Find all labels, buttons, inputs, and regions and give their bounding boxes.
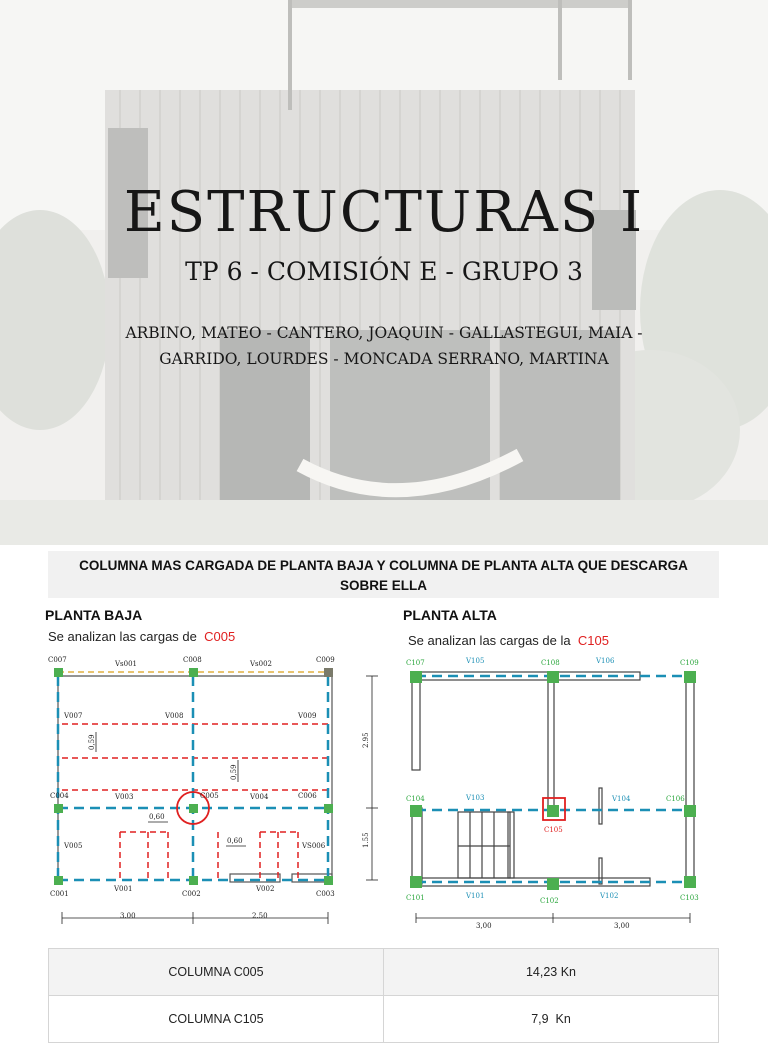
section-banner <box>48 551 719 598</box>
slab-lines <box>62 724 328 878</box>
planta-alta-note-column: C105 <box>577 633 609 648</box>
label-v105: V105 <box>466 657 485 665</box>
column-c003 <box>324 876 333 885</box>
label-c009: C009 <box>316 656 335 664</box>
label-c003: C003 <box>316 890 335 898</box>
planta-alta-note <box>408 633 609 648</box>
beam-lines-alta <box>416 676 690 882</box>
result-value: 14,23 Kn <box>384 949 719 996</box>
result-value: 7,9 Kn <box>384 996 719 1043</box>
label-v106: V106 <box>596 657 615 665</box>
column-c002 <box>189 876 198 885</box>
label-c008: C008 <box>183 656 202 664</box>
authors-line-2: GARRIDO, LOURDES - MONCADA SERRANO, MARTINA <box>159 350 609 368</box>
label-c107: C107 <box>406 659 425 667</box>
label-c001: C001 <box>50 890 69 898</box>
dim-060-b: 0,60 <box>227 837 243 845</box>
label-c101: C101 <box>406 894 425 902</box>
dim-300-b: 3,00 <box>614 922 630 930</box>
label-vs002: Vs002 <box>250 660 273 668</box>
label-c103: C103 <box>680 894 699 902</box>
planta-baja-heading: PLANTA BAJA <box>45 607 143 623</box>
banner-line-2: SOBRE ELLA <box>339 578 427 593</box>
column-c009 <box>324 668 333 677</box>
beam-lines <box>58 676 328 880</box>
table-row <box>49 996 719 1043</box>
label-c006: C006 <box>298 792 317 800</box>
column-c103 <box>684 876 696 888</box>
label-v005: V005 <box>64 842 83 850</box>
column-c102 <box>547 878 559 890</box>
column-c106 <box>684 805 696 817</box>
dim-300-a: 3,00 <box>476 922 492 930</box>
result-label: COLUMNA C105 <box>49 996 384 1043</box>
planta-baja-plan <box>40 650 390 935</box>
cover-subtitle: TP 6 - COMISIÓN E - GRUPO 3 <box>185 257 583 286</box>
column-c004 <box>54 804 63 813</box>
dim-155: 1.55 <box>362 832 370 848</box>
label-c104: C104 <box>406 795 425 803</box>
planta-baja-note-text: Se analizan las cargas de <box>48 629 197 644</box>
results-table <box>48 948 719 1043</box>
label-c102: C102 <box>540 897 559 905</box>
column-c007 <box>54 668 63 677</box>
column-c104 <box>410 805 422 817</box>
label-v102: V102 <box>600 892 619 900</box>
label-v003: V003 <box>115 793 134 801</box>
column-c008 <box>189 668 198 677</box>
label-c105: C105 <box>544 826 563 834</box>
column-c108 <box>547 671 559 683</box>
label-c106: C106 <box>666 795 685 803</box>
planta-alta-heading: PLANTA ALTA <box>403 607 497 623</box>
table-row <box>49 949 719 996</box>
label-c002: C002 <box>182 890 201 898</box>
label-vs006: VS006 <box>302 842 326 850</box>
label-v007: V007 <box>64 712 83 720</box>
dim-295: 2.95 <box>362 732 370 748</box>
column-c107 <box>410 671 422 683</box>
column-c109 <box>684 671 696 683</box>
label-c108: C108 <box>541 659 560 667</box>
label-v104: V104 <box>612 795 631 803</box>
banner-line-1: COLUMNA MAS CARGADA DE PLANTA BAJA Y COLUMNA DE PLANTA ALTA QUE DESCARGA <box>79 558 688 573</box>
authors-line-1: ARBINO, MATEO - CANTERO, JOAQUIN - GALLASTEGUI, MAIA - <box>125 324 643 342</box>
column-c001 <box>54 876 63 885</box>
label-c007: C007 <box>48 656 67 664</box>
column-c101 <box>410 876 422 888</box>
cover-title: ESTRUCTURAS I <box>123 180 645 245</box>
label-v009: V009 <box>298 712 317 720</box>
dim-059-b: 0,59 <box>230 764 238 780</box>
label-vs001: Vs001 <box>115 660 138 668</box>
dim-300: 3.00 <box>120 912 136 920</box>
label-v001: V001 <box>114 885 133 893</box>
label-v004: V004 <box>250 793 269 801</box>
planta-alta-plan <box>400 650 710 935</box>
column-c105 <box>547 805 559 817</box>
planta-baja-note <box>48 629 235 644</box>
planta-baja-note-column: C005 <box>204 629 236 644</box>
label-v103: V103 <box>466 794 485 802</box>
label-c004: C004 <box>50 792 69 800</box>
label-c109: C109 <box>680 659 699 667</box>
label-v008: V008 <box>165 712 184 720</box>
cover-authors <box>0 320 768 372</box>
result-label: COLUMNA C005 <box>49 949 384 996</box>
dim-060-a: 0,60 <box>149 813 165 821</box>
column-c005 <box>189 804 198 813</box>
dim-059-a: 0,59 <box>88 734 96 750</box>
column-c006 <box>324 804 333 813</box>
label-c005: C005 <box>200 792 219 800</box>
planta-alta-note-text: Se analizan las cargas de la <box>408 633 571 648</box>
label-v101: V101 <box>466 892 485 900</box>
label-v002: V002 <box>256 885 275 893</box>
dim-250: 2.50 <box>252 912 268 920</box>
